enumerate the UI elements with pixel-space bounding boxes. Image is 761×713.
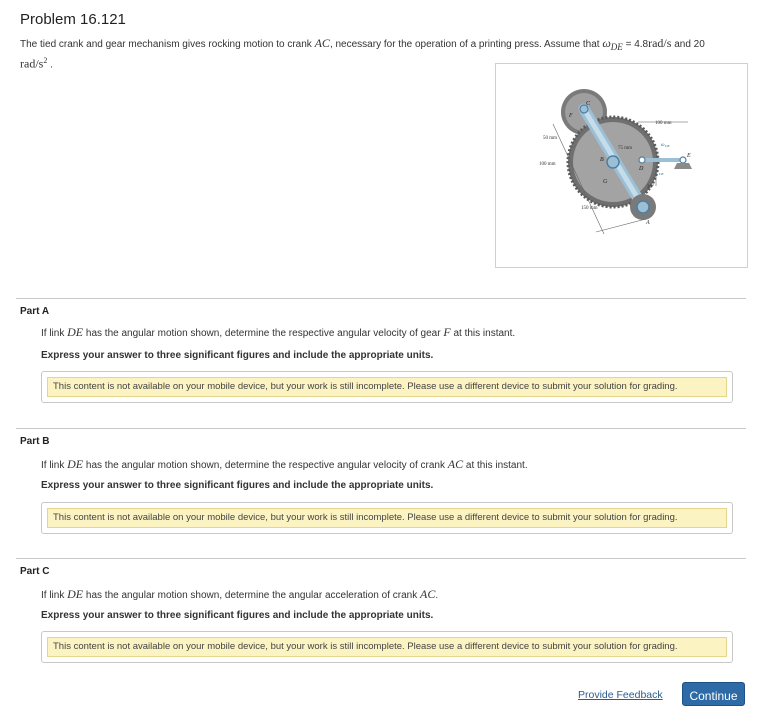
part-b-q-mid: has the angular motion shown, determine the respective angular velocity of crank (85, 460, 445, 471)
part-b-var-de: DE (67, 457, 84, 471)
part-a-answer-box (41, 371, 733, 403)
dim-50mm: 50 mm (543, 136, 558, 141)
label-alpha-sub: DE (659, 172, 664, 176)
dim-100mm-top: 100 mm (655, 121, 672, 126)
label-f: F (569, 113, 573, 119)
label-d: D (639, 166, 644, 172)
mechanism-diagram (496, 64, 747, 267)
label-b: B (600, 157, 604, 163)
divider-part-a (16, 298, 746, 299)
part-c-q-mid: has the angular motion shown, determine the angular acceleration of crank (85, 590, 418, 601)
continue-button[interactable]: Continue (682, 682, 745, 706)
label-omega: ω (661, 143, 665, 148)
label-angle: 30° (647, 185, 654, 190)
mechanism-figure (495, 63, 748, 268)
part-c-var-de: DE (67, 587, 84, 601)
part-c-instruction: Express your answer to three significant figures and include the appropriate units. (41, 610, 434, 621)
pin-e (680, 157, 686, 163)
label-g: G (603, 179, 608, 185)
label-omega-sub: DE (665, 144, 670, 148)
and-text: and 20 (674, 39, 705, 50)
part-c-title: Part C (20, 566, 50, 577)
label-e: E (687, 153, 691, 159)
part-b-instruction: Express your answer to three significant figures and include the appropriate units. (41, 480, 434, 491)
part-c-question (41, 587, 438, 602)
label-c: C (586, 101, 591, 107)
part-a-notice: This content is not available on your mobile device, but your work is still incomplete. Please use a different device to submit your solution for grading. (47, 377, 727, 397)
intro-text-2: , necessary for the operation of a printing press. Assume that (329, 39, 600, 50)
provide-feedback-link[interactable]: Provide Feedback (578, 689, 663, 701)
part-c-q-suffix: . (435, 590, 439, 601)
pin-b (607, 156, 619, 168)
omega-unit: rad/s (648, 36, 672, 50)
label-alpha: α (655, 171, 658, 176)
part-a-title: Part A (20, 306, 50, 317)
omega-symbol: ω (602, 36, 611, 50)
part-b-notice: This content is not available on your mobile device, but your work is still incomplete. Please use a different device to submit your solution for grading. (47, 508, 727, 528)
part-c-var-ac: AC (420, 587, 436, 601)
dim-100mm-left: 100 mm (539, 162, 556, 167)
part-a-q-prefix: If link (41, 328, 65, 339)
part-b-q-prefix: If link (41, 460, 65, 471)
part-a-q-suffix: at this instant. (453, 328, 516, 339)
part-c-answer-box (41, 631, 733, 663)
part-a-var-f: F (443, 325, 451, 339)
label-a: A (646, 220, 650, 226)
part-b-question (41, 457, 528, 472)
part-b-var-ac: AC (447, 457, 464, 471)
intro-text: The tied crank and gear mechanism gives rocking motion to crank (20, 39, 312, 50)
part-b-answer-box (41, 502, 733, 534)
divider-part-b (16, 428, 746, 429)
part-a-q-mid: has the angular motion shown, determine the respective angular velocity of gear (85, 328, 441, 339)
support-e (674, 163, 692, 169)
part-a-question (41, 325, 515, 340)
alpha-unit: rad/s (20, 56, 44, 71)
part-b-title: Part B (20, 436, 50, 447)
part-c-notice: This content is not available on your mobile device, but your work is still incomplete. Please use a different device to submit your solution for grading. (47, 637, 727, 657)
part-a-var-de: DE (67, 325, 84, 339)
alpha-exponent: 2 (43, 56, 48, 65)
dim-75mm: 75 mm (618, 146, 633, 151)
dim-150mm: 150 mm (581, 206, 598, 211)
omega-subscript: DE (610, 42, 623, 52)
part-a-instruction: Express your answer to three significant figures and include the appropriate units. (41, 350, 434, 361)
part-c-q-prefix: If link (41, 590, 65, 601)
divider-part-c (16, 558, 746, 559)
pin-d (639, 157, 645, 163)
omega-value: = 4.8 (625, 39, 649, 50)
problem-title: Problem 16.121 (20, 11, 126, 28)
part-b-q-suffix: at this instant. (465, 460, 528, 471)
intro-end: . (50, 59, 53, 71)
intro-var-ac: AC (314, 36, 330, 50)
